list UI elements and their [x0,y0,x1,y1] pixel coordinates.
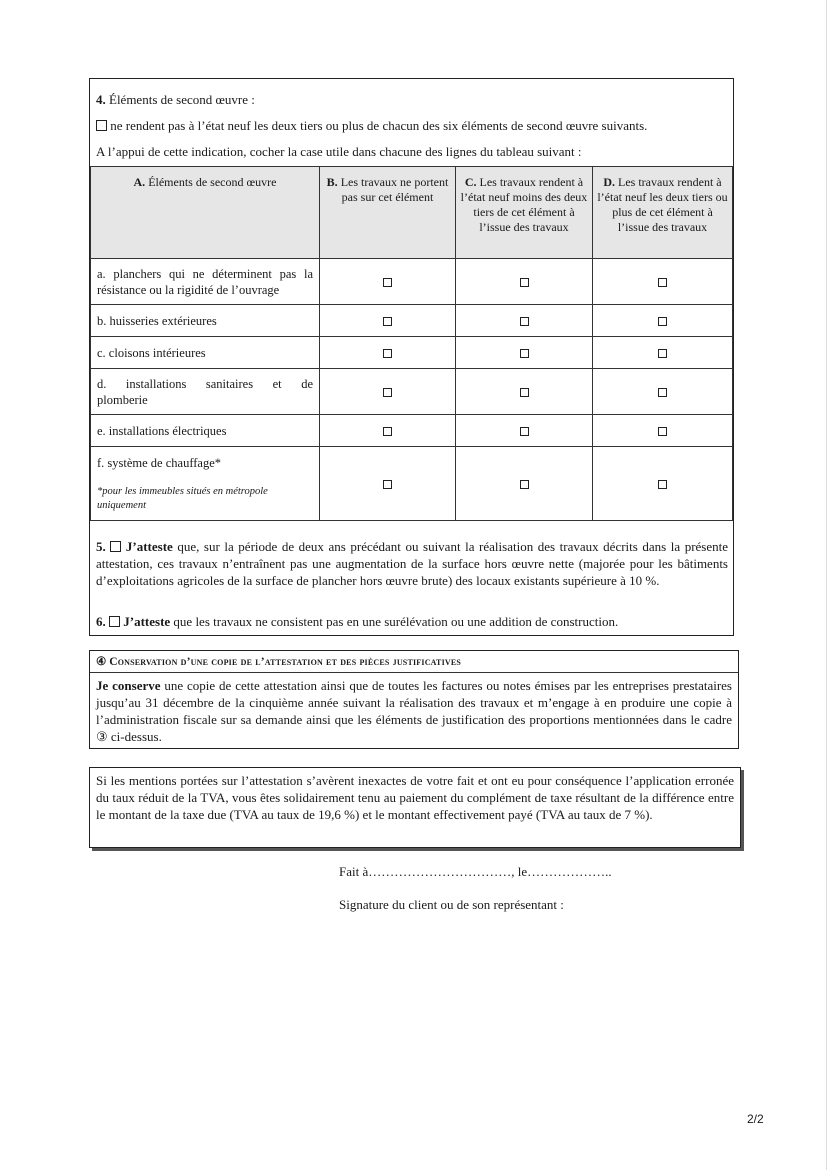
checkbox-b[interactable] [383,278,392,287]
conservation-body [90,673,738,749]
footnote-metropole: *pour les immeubles situés en métropole uniquement [97,485,268,511]
section-6-text: que les travaux ne consistent pas en une surélévation ou une addition de construction. [170,614,619,629]
checkbox-c[interactable] [520,317,529,326]
section-4-checkbox-label: ne rendent pas à l’état neuf les deux tiers ou plus de chacun des six éléments de second œuvre suivants. [110,118,648,133]
checkbox-c[interactable] [520,278,529,287]
checkbox-c[interactable] [520,388,529,397]
section-4-number: 4. [96,92,106,107]
header-col-d: D. Les travaux rendent à l’état neuf les deux tiers ou plus de cet élément à l’issue des travaux [593,167,733,259]
table-row [91,369,733,415]
conservation-header [90,651,738,673]
fait-a-line: Fait à……………………………, le……………….. [339,864,612,879]
page-number: 2/2 [747,1112,764,1126]
checkbox-b[interactable] [383,427,392,436]
circled-four-marker: ④ [96,656,107,668]
section-6-number: 6. [96,614,106,629]
section-5-text: que, sur la période de deux ans précédant ou suivant la réalisation des travaux décrits dans la présente attestation, ces travaux n’entraînent pas une augmentation de la surface hors œuvre nette (majorée pour les bâtiments d’exploitations agricoles de la surface de plancher hors œuvre brute) des locaux existants supérieure à 10 %. [96,539,729,588]
checkbox-b[interactable] [383,480,392,489]
table-row [91,447,733,521]
checkbox[interactable] [96,120,107,131]
section-4-checkbox-line [96,113,727,139]
checkbox-d[interactable] [658,388,667,397]
table-row [91,337,733,369]
row-label [91,369,320,415]
row-label-line-2: plomberie [97,392,148,407]
checkbox-d[interactable] [658,317,667,326]
section-6 [96,613,728,630]
checkbox-c[interactable] [520,349,529,358]
section-6-bold: J’atteste [123,614,171,629]
section-5-number: 5. [96,539,106,554]
second-oeuvre-table [90,166,733,521]
conservation-bold: Je conserve [96,678,161,693]
header-col-b: B. Les travaux ne portent pas sur cet élément [320,167,456,259]
table-row [91,259,733,305]
checkbox-c[interactable] [520,427,529,436]
checkbox[interactable] [110,541,121,552]
conservation-frame [89,650,739,749]
section-4-frame [89,78,734,636]
section-4-title-text: Éléments de second œuvre : [109,92,255,107]
row-label: c. cloisons intérieures [91,337,320,369]
checkbox-d[interactable] [658,349,667,358]
checkbox-d[interactable] [658,278,667,287]
section-4-intro [90,79,733,165]
checkbox-d[interactable] [658,427,667,436]
table-row [91,305,733,337]
header-col-c: C. Les travaux rendent à l’état neuf moins des deux tiers de cet élément à l’issue des travaux [456,167,593,259]
row-label: b. huisseries extérieures [91,305,320,337]
checkbox-b[interactable] [383,388,392,397]
warning-box: Si les mentions portées sur l’attestation s’avèrent inexactes de votre fait et ont eu pour conséquence l’application erronée du taux réduit de la TVA, vous êtes solidairement tenu au paiement du complément de taxe résultant de la différence entre le montant de la taxe due (TVA au taux de 19,6 %) et le montant effectivement payé (TVA au taux de 7 %). [89,767,741,848]
checkbox[interactable] [109,616,120,627]
header-col-a: A. Éléments de second œuvre [91,167,320,259]
checkbox-c[interactable] [520,480,529,489]
row-label-text: f. système de chauffage* [97,455,222,470]
signature-label: Signature du client ou de son représentant : [339,897,564,912]
row-label: e. installations électriques [91,415,320,447]
section-4-title [96,87,727,113]
table-header-row [91,167,733,259]
checkbox-d[interactable] [658,480,667,489]
section-4-instruction: A l’appui de cette indication, cocher la case utile dans chacune des lignes du tableau suivant : [96,144,582,159]
row-label-line-1: d. installations sanitaires et de [97,376,313,391]
section-5-bold: J’atteste [125,539,173,554]
table-row [91,415,733,447]
conservation-text: une copie de cette attestation ainsi que de toutes les factures ou notes émises par les entreprises prestataires jusqu’au 31 décembre de la cinquième année suivant la réalisation des travaux et m’engage à en produire une copie à l’administration fiscale sur sa demande ainsi que les éléments de justification des proportions mentionnées dans le cadre ③ ci-dessus. [96,678,732,744]
row-label: a. planchers qui ne déterminent pas la résistance ou la rigidité de l’ouvrage [91,259,320,305]
row-label [91,447,320,521]
checkbox-b[interactable] [383,349,392,358]
section-5 [96,538,728,589]
conservation-title: Conservation d’une copie de l’attestation et des pièces justificatives [109,656,462,668]
checkbox-b[interactable] [383,317,392,326]
